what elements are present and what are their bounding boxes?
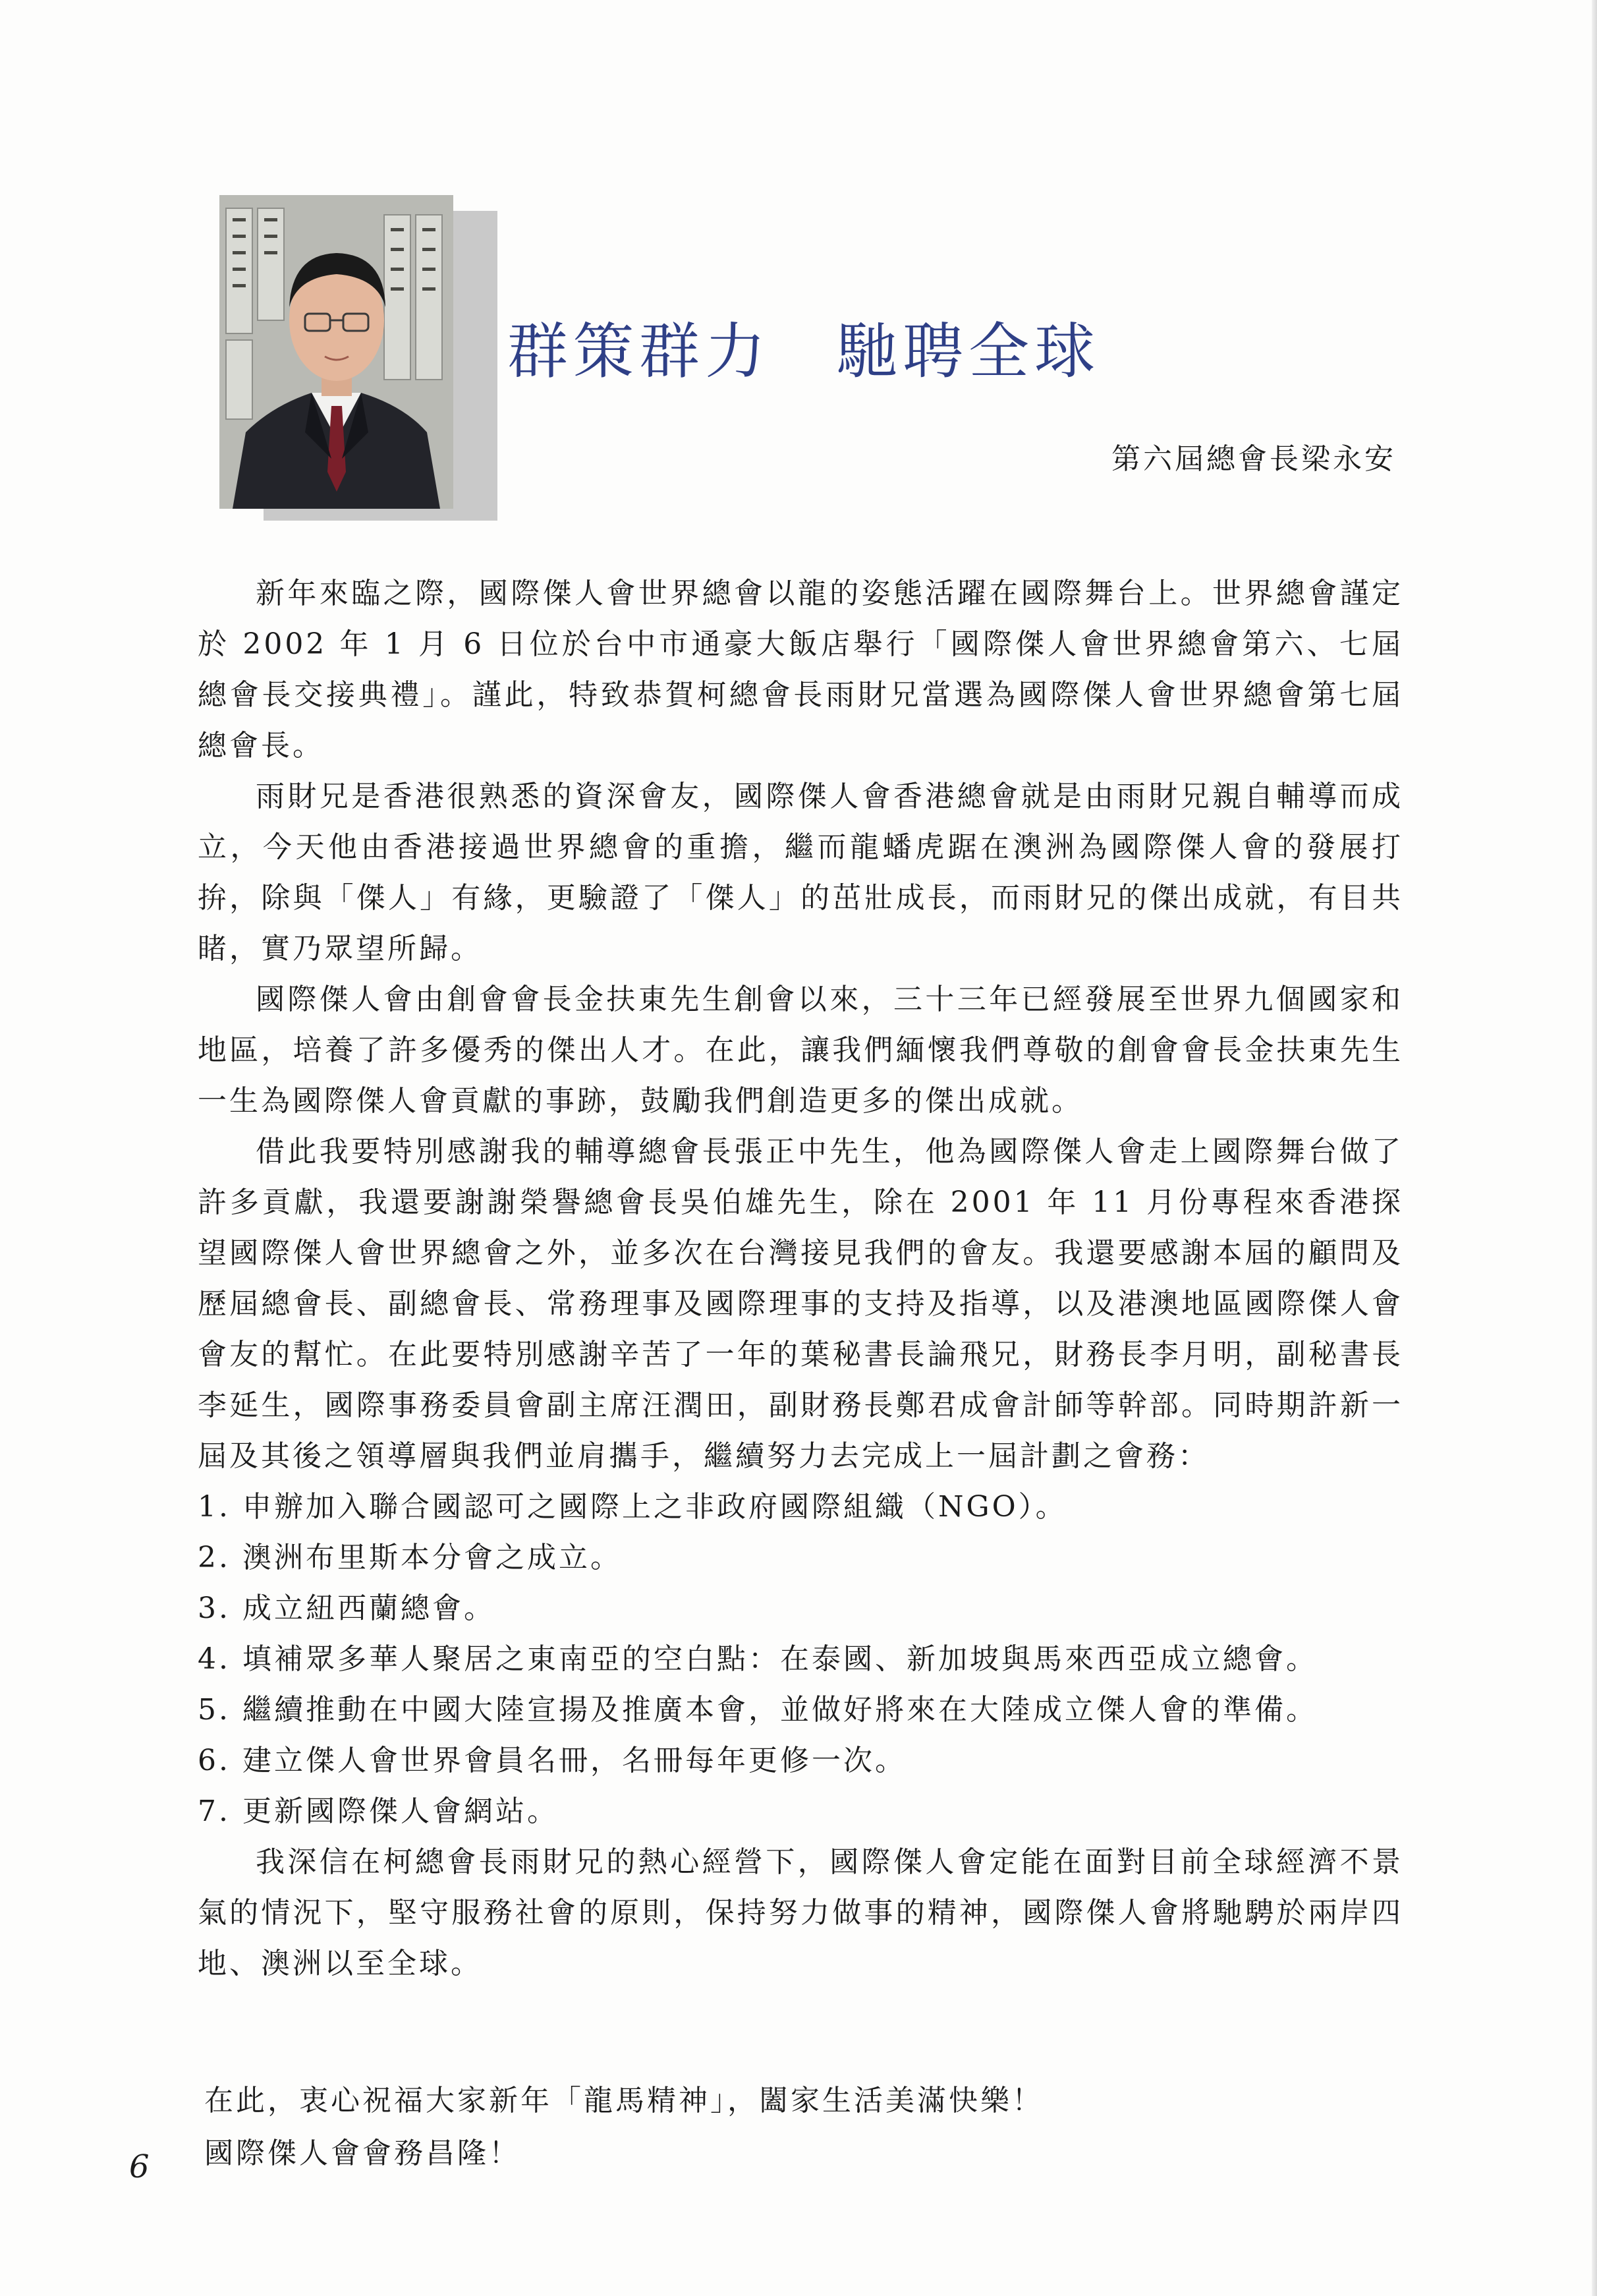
list-item: 7. 更新國際傑人會網站。 — [198, 1794, 559, 1828]
task-list — [198, 1481, 1403, 1837]
closing-paragraph: 我深信在柯總會長雨財兄的熱心經營下，國際傑人會定能在面對目前全球經濟不景氣的情況下，堅守服務社會的原則，保持努力做事的精神，國際傑人會將馳騁於兩岸四地、澳洲以至全球。 — [198, 1845, 1403, 1980]
list-item: 1. 申辦加入聯合國認可之國際上之非政府國際組織（NGO）。 — [198, 1490, 1067, 1524]
author-byline: 第六屆總會長梁永安 — [1111, 442, 1396, 476]
page-number: 6 — [129, 2148, 150, 2185]
paragraph-2: 雨財兄是香港很熟悉的資深會友，國際傑人會香港總會就是由雨財兄親自輔導而成立，今天他由香港接過世界總會的重擔，繼而龍蟠虎踞在澳洲為國際傑人會的發展打拚，除與「傑人」有緣，更驗證了「傑人」的茁壯成長，而雨財兄的傑出成就，有目共睹，實乃眾望所歸。 — [198, 780, 1403, 965]
list-item: 3. 成立紐西蘭總會。 — [198, 1592, 495, 1625]
paragraph-1: 新年來臨之際，國際傑人會世界總會以龍的姿態活躍在國際舞台上。世界總會謹定於 2002 年 1 月 6 日位於台中市通豪大飯店舉行「國際傑人會世界總會第六、七屆總會長交接典禮」。謹此，特致恭賀柯總會長雨財兄當選為國際傑人會世界總會第七屆總會長。 — [198, 577, 1403, 762]
list-item: 5. 繼續推動在中國大陸宣揚及推廣本會，並做好將來在大陸成立傑人會的準備。 — [198, 1693, 1318, 1727]
article-title: 群策群力 馳聘全球 — [507, 316, 1101, 387]
list-item: 6. 建立傑人會世界會員名冊，名冊每年更修一次。 — [198, 1744, 907, 1777]
portrait-photo — [219, 195, 453, 509]
paragraph-3: 國際傑人會由創會會長金扶東先生創會以來，三十三年已經發展至世界九個國家和地區，培養了許多優秀的傑出人才。在此，讓我們緬懷我們尊敬的創會會長金扶東先生一生為國際傑人會貢獻的事跡，鼓勵我們創造更多的傑出成就。 — [198, 983, 1403, 1118]
list-item: 4. 填補眾多華人聚居之東南亞的空白點：在泰國、新加坡與馬來西亞成立總會。 — [198, 1642, 1318, 1676]
scan-edge — [1592, 0, 1597, 2296]
closing-line: 在此，衷心祝福大家新年「龍馬精神」，闔家生活美滿快樂！ — [204, 2084, 1044, 2117]
article-body — [198, 568, 1403, 1989]
list-item: 2. 澳洲布里斯本分會之成立。 — [198, 1541, 622, 1574]
closing-wishes — [204, 2075, 1044, 2180]
closing-line: 國際傑人會會務昌隆！ — [204, 2137, 520, 2170]
paragraph-4: 借此我要特別感謝我的輔導總會長張正中先生，他為國際傑人會走上國際舞台做了許多貢獻，我還要謝謝榮譽總會長吳伯雄先生，除在 2001 年 11 月份專程來香港探望國際傑人會世界總會之外，並多次在台灣接見我們的會友。我還要感謝本屆的顧問及歷屆總會長、副總會長、常務理事及國際理事的支持及指導，以及港澳地區國際傑人會會友的幫忙。在此要特別感謝辛苦了一年的葉秘書長論飛兄，財務長李月明，副秘書長李延生，國際事務委員會副主席汪潤田，副財務長鄭君成會計師等幹部。同時期許新一屆及其後之領導層與我們並肩攜手，繼續努力去完成上一屆計劃之會務： — [198, 1135, 1403, 1473]
portrait-illustration — [219, 195, 453, 509]
